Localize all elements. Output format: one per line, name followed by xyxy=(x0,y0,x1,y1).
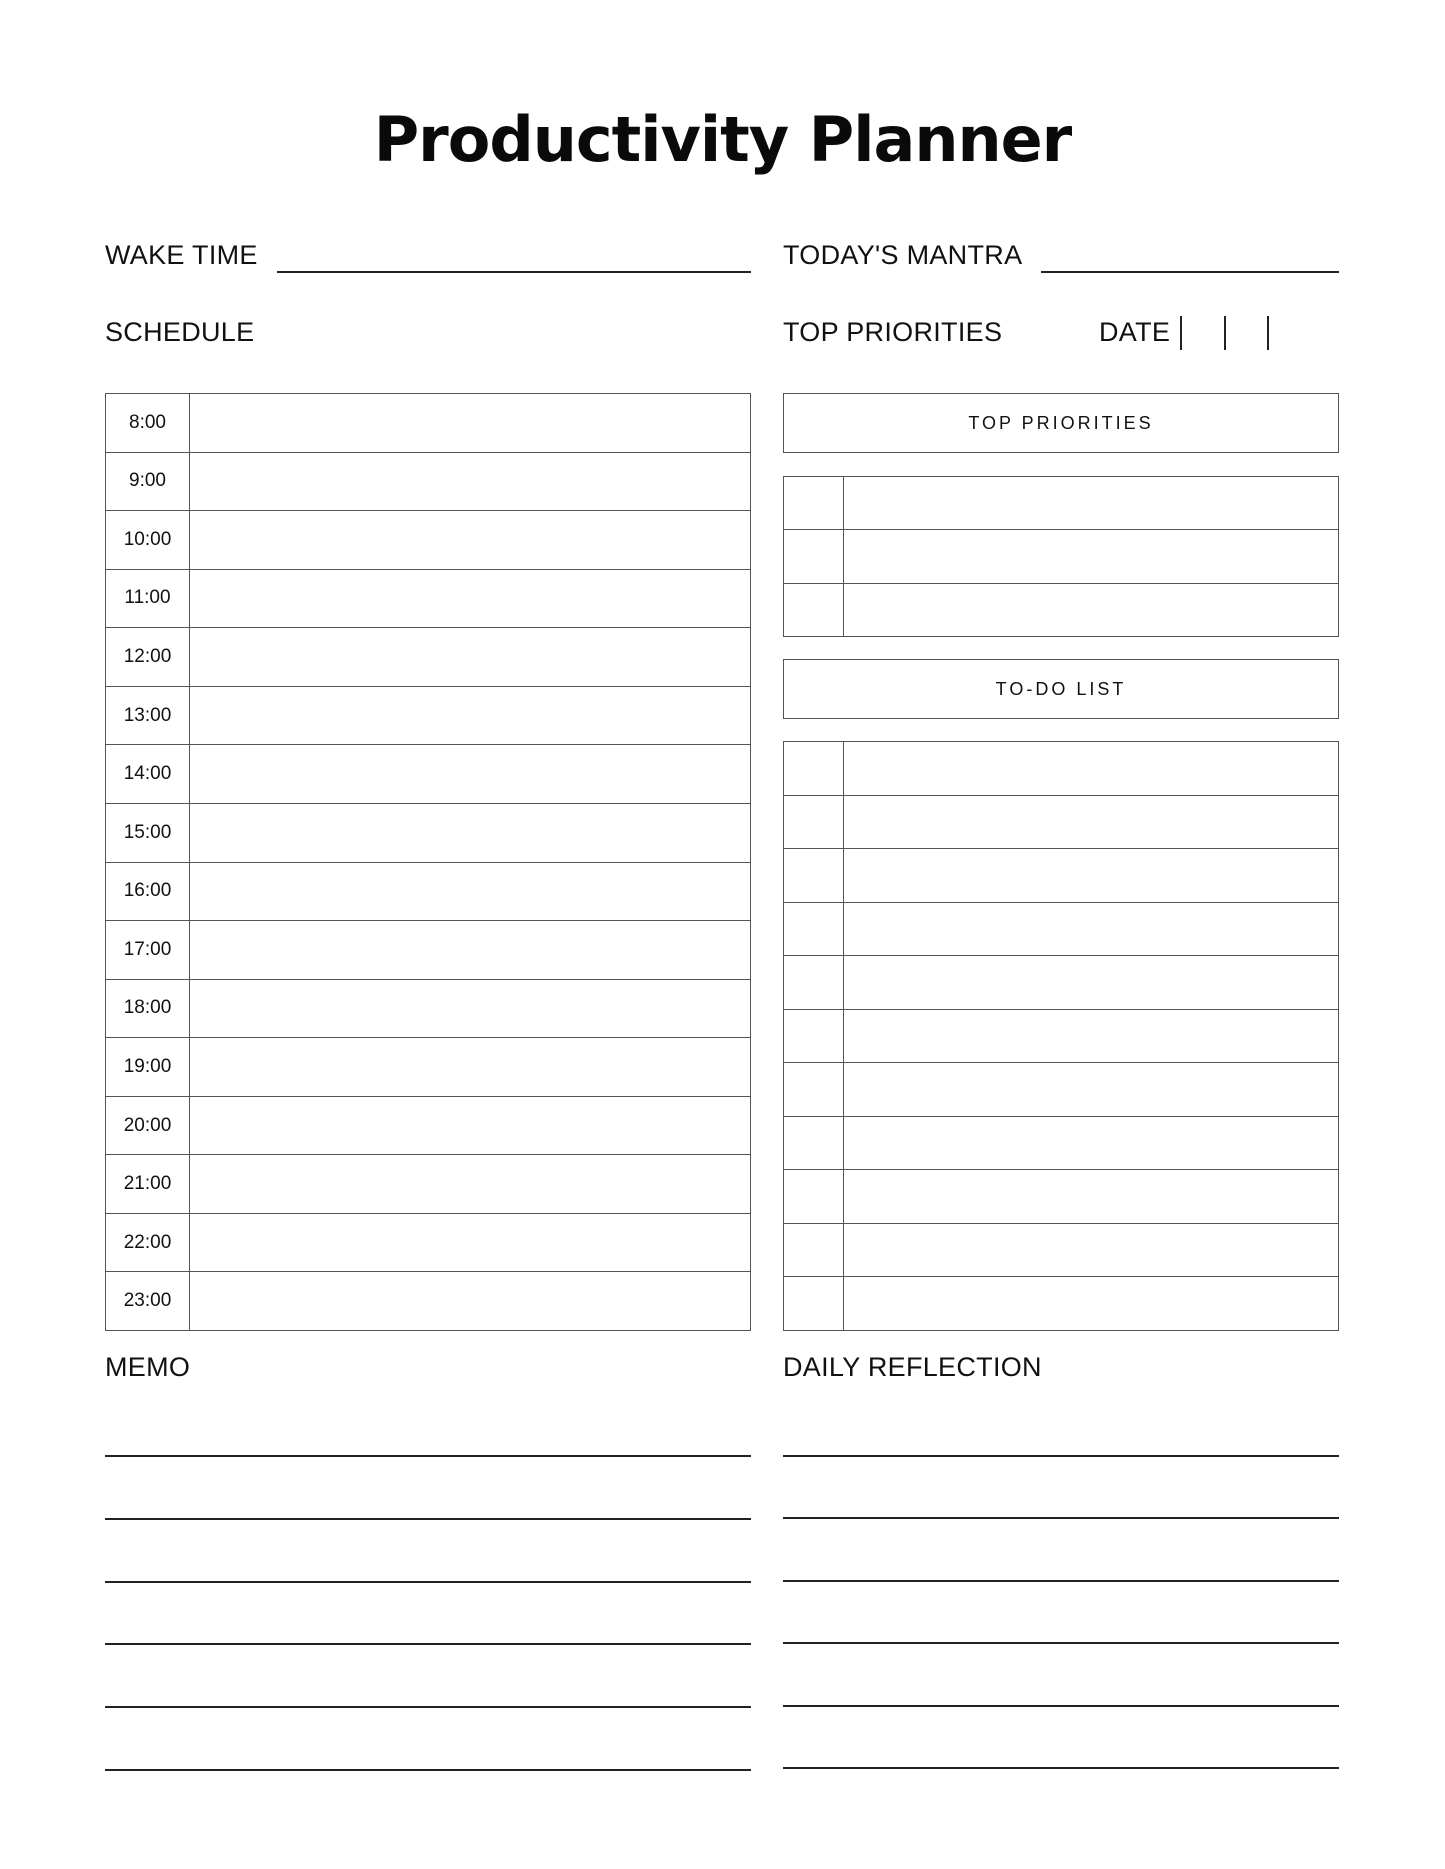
todo-checkbox[interactable] xyxy=(784,1117,844,1170)
schedule-entry-cell[interactable] xyxy=(190,628,750,686)
mantra-field[interactable] xyxy=(1041,271,1339,273)
todo-row xyxy=(784,1117,1338,1171)
schedule-time: 13:00 xyxy=(106,687,190,745)
schedule-row xyxy=(106,980,750,1039)
schedule-time: 8:00 xyxy=(106,394,190,452)
priority-checkbox[interactable] xyxy=(784,584,844,636)
schedule-entry-cell[interactable] xyxy=(190,687,750,745)
todo-row xyxy=(784,1224,1338,1278)
wake-time-field[interactable] xyxy=(277,271,751,273)
schedule-entry-cell[interactable] xyxy=(190,745,750,803)
top-priorities-header: TOP PRIORITIES xyxy=(783,393,1339,453)
schedule-time: 18:00 xyxy=(106,980,190,1038)
schedule-label: SCHEDULE xyxy=(105,317,255,347)
schedule-time: 10:00 xyxy=(106,511,190,569)
schedule-time: 9:00 xyxy=(106,453,190,511)
daily-reflection-label: DAILY REFLECTION xyxy=(783,1352,1042,1382)
memo-line[interactable] xyxy=(105,1455,751,1457)
schedule-entry-cell[interactable] xyxy=(190,1214,750,1272)
todo-checkbox[interactable] xyxy=(784,849,844,902)
mantra-label: TODAY'S MANTRA xyxy=(783,240,1023,270)
schedule-row xyxy=(106,863,750,922)
todo-entry-cell[interactable] xyxy=(844,1117,1338,1170)
schedule-row xyxy=(106,921,750,980)
schedule-row xyxy=(106,511,750,570)
schedule-time: 14:00 xyxy=(106,745,190,803)
memo-line[interactable] xyxy=(105,1643,751,1645)
date-divider xyxy=(1267,316,1269,350)
reflection-line[interactable] xyxy=(783,1455,1339,1457)
todo-row xyxy=(784,1063,1338,1117)
top-priorities-label: TOP PRIORITIES xyxy=(783,317,1003,347)
schedule-entry-cell[interactable] xyxy=(190,511,750,569)
priority-entry-cell[interactable] xyxy=(844,584,1338,636)
priority-checkbox[interactable] xyxy=(784,530,844,582)
todo-row xyxy=(784,903,1338,957)
priority-entry-cell[interactable] xyxy=(844,530,1338,582)
todo-row xyxy=(784,1010,1338,1064)
schedule-row xyxy=(106,1272,750,1330)
reflection-line[interactable] xyxy=(783,1517,1339,1519)
schedule-entry-cell[interactable] xyxy=(190,1272,750,1330)
memo-line[interactable] xyxy=(105,1518,751,1520)
schedule-entry-cell[interactable] xyxy=(190,1155,750,1213)
schedule-row xyxy=(106,804,750,863)
todo-row xyxy=(784,742,1338,796)
priority-entry-cell[interactable] xyxy=(844,477,1338,529)
reflection-line[interactable] xyxy=(783,1642,1339,1644)
reflection-line[interactable] xyxy=(783,1580,1339,1582)
schedule-entry-cell[interactable] xyxy=(190,570,750,628)
schedule-row xyxy=(106,1214,750,1273)
todo-entry-cell[interactable] xyxy=(844,903,1338,956)
todo-checkbox[interactable] xyxy=(784,956,844,1009)
todo-entry-cell[interactable] xyxy=(844,742,1338,795)
date-divider xyxy=(1180,316,1182,350)
schedule-time: 16:00 xyxy=(106,863,190,921)
todo-checkbox[interactable] xyxy=(784,1277,844,1330)
schedule-row xyxy=(106,453,750,512)
memo-line[interactable] xyxy=(105,1706,751,1708)
date-label: DATE xyxy=(1099,317,1171,347)
todo-checkbox[interactable] xyxy=(784,796,844,849)
schedule-time: 23:00 xyxy=(106,1272,190,1330)
todo-entry-cell[interactable] xyxy=(844,1170,1338,1223)
todo-row xyxy=(784,1277,1338,1330)
todo-entry-cell[interactable] xyxy=(844,1224,1338,1277)
date-divider xyxy=(1224,316,1226,350)
todo-entry-cell[interactable] xyxy=(844,1063,1338,1116)
memo-line[interactable] xyxy=(105,1769,751,1771)
todo-row xyxy=(784,796,1338,850)
todo-row xyxy=(784,1170,1338,1224)
reflection-line[interactable] xyxy=(783,1767,1339,1769)
schedule-time: 12:00 xyxy=(106,628,190,686)
schedule-entry-cell[interactable] xyxy=(190,980,750,1038)
todo-checkbox[interactable] xyxy=(784,1170,844,1223)
todo-checkbox[interactable] xyxy=(784,742,844,795)
todo-header: TO-DO LIST xyxy=(783,659,1339,719)
todo-checkbox[interactable] xyxy=(784,903,844,956)
todo-checkbox[interactable] xyxy=(784,1224,844,1277)
todo-list xyxy=(783,741,1339,1331)
memo-line[interactable] xyxy=(105,1581,751,1583)
priority-checkbox[interactable] xyxy=(784,477,844,529)
schedule-entry-cell[interactable] xyxy=(190,1038,750,1096)
priority-row xyxy=(784,530,1338,583)
schedule-row xyxy=(106,1097,750,1156)
todo-entry-cell[interactable] xyxy=(844,849,1338,902)
schedule-entry-cell[interactable] xyxy=(190,394,750,452)
schedule-time: 15:00 xyxy=(106,804,190,862)
schedule-entry-cell[interactable] xyxy=(190,1097,750,1155)
priorities-list xyxy=(783,476,1339,637)
todo-checkbox[interactable] xyxy=(784,1010,844,1063)
schedule-row xyxy=(106,628,750,687)
schedule-row xyxy=(106,745,750,804)
memo-label: MEMO xyxy=(105,1352,191,1382)
schedule-row xyxy=(106,394,750,453)
schedule-entry-cell[interactable] xyxy=(190,863,750,921)
wake-time-label: WAKE TIME xyxy=(105,240,258,270)
priority-row xyxy=(784,584,1338,636)
schedule-time: 11:00 xyxy=(106,570,190,628)
schedule-row xyxy=(106,1155,750,1214)
schedule-time: 21:00 xyxy=(106,1155,190,1213)
schedule-time: 22:00 xyxy=(106,1214,190,1272)
todo-row xyxy=(784,849,1338,903)
schedule-entry-cell[interactable] xyxy=(190,804,750,862)
schedule-row xyxy=(106,1038,750,1097)
schedule-entry-cell[interactable] xyxy=(190,453,750,511)
schedule-time: 17:00 xyxy=(106,921,190,979)
priority-row xyxy=(784,477,1338,530)
schedule-row xyxy=(106,687,750,746)
todo-entry-cell[interactable] xyxy=(844,796,1338,849)
todo-checkbox[interactable] xyxy=(784,1063,844,1116)
todo-entry-cell[interactable] xyxy=(844,956,1338,1009)
reflection-line[interactable] xyxy=(783,1705,1339,1707)
schedule-time: 20:00 xyxy=(106,1097,190,1155)
schedule-entry-cell[interactable] xyxy=(190,921,750,979)
page-title: Productivity Planner xyxy=(373,103,1072,176)
todo-entry-cell[interactable] xyxy=(844,1010,1338,1063)
schedule-table xyxy=(105,393,751,1331)
schedule-time: 19:00 xyxy=(106,1038,190,1096)
todo-row xyxy=(784,956,1338,1010)
todo-entry-cell[interactable] xyxy=(844,1277,1338,1330)
schedule-row xyxy=(106,570,750,629)
